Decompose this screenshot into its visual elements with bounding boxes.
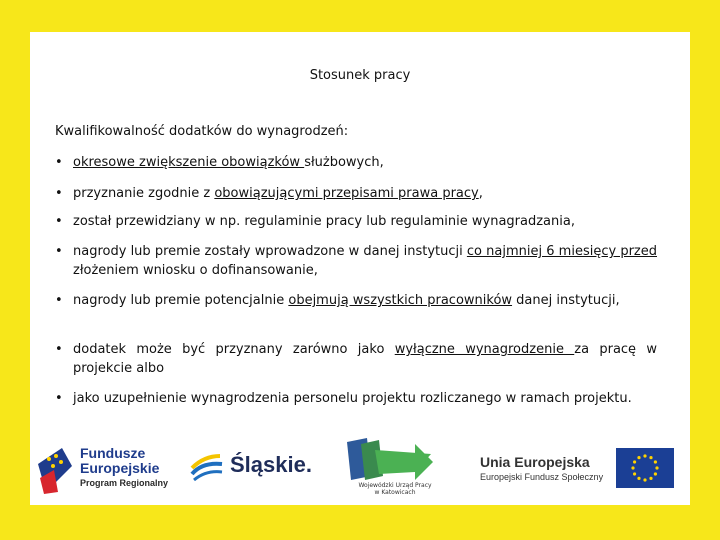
slaskie-text: Śląskie. bbox=[230, 452, 312, 477]
item-text: jako uzupełnienie wynagrodzenia personelu projektu rozliczanego w ramach projektu. bbox=[73, 391, 632, 406]
list-item bbox=[55, 212, 657, 231]
underlined-text: obejmują wszystkich pracowników bbox=[288, 293, 513, 308]
item-text: złożeniem wniosku o dofinansowanie, bbox=[73, 263, 318, 278]
list-item bbox=[55, 389, 657, 408]
unia-europejska-text bbox=[480, 454, 603, 482]
fundusze-europejskie-logo-icon bbox=[38, 444, 74, 494]
item-text: służbowych, bbox=[304, 155, 384, 170]
underlined-text: co najmniej 6 miesięcy przed bbox=[466, 244, 657, 259]
list-item bbox=[55, 184, 657, 203]
list-item bbox=[55, 242, 657, 280]
fe-line1: Fundusze bbox=[80, 445, 146, 461]
wup-logo-icon bbox=[345, 436, 435, 482]
item-text: przyznanie zgodnie z bbox=[73, 186, 215, 201]
slaskie-logo-icon bbox=[190, 452, 224, 482]
fundusze-europejskie-text bbox=[80, 446, 168, 491]
list-item bbox=[55, 340, 657, 378]
item-text: nagrody lub premie potencjalnie bbox=[73, 293, 289, 308]
item-text: za pracę w projekcie albo bbox=[73, 342, 657, 376]
section-heading: Kwalifikowalność dodatków do wynagrodzeń: bbox=[55, 124, 349, 139]
item-text: , bbox=[478, 186, 483, 201]
fe-line2: Europejskie bbox=[80, 460, 160, 476]
ue-line2: Europejski Fundusz Społeczny bbox=[480, 472, 604, 482]
underlined-text: wyłączne wynagrodzenie bbox=[394, 342, 575, 357]
underlined-text: okresowe zwiększenie obowiązków bbox=[73, 155, 305, 170]
logo-bar bbox=[30, 432, 690, 505]
wup-text bbox=[340, 482, 450, 496]
eu-flag-icon bbox=[616, 448, 674, 488]
fe-line3: Program Regionalny bbox=[80, 478, 169, 488]
item-text: danej instytucji, bbox=[512, 293, 620, 308]
wup-line2: w Katowicach bbox=[374, 489, 416, 496]
slide-title: Stosunek pracy bbox=[309, 68, 411, 83]
item-text: nagrody lub premie zostały wprowadzone w danej instytucji bbox=[73, 244, 467, 259]
list-item bbox=[55, 291, 657, 310]
list-item bbox=[55, 153, 657, 172]
underlined-text: obowiązującymi przepisami prawa pracy bbox=[214, 186, 479, 201]
ue-line1: Unia Europejska bbox=[480, 454, 590, 470]
item-text: dodatek może być przyznany zarówno jako bbox=[73, 342, 395, 357]
wup-line1: Wojewódzki Urząd Pracy bbox=[358, 482, 432, 489]
item-text: został przewidziany w np. regulaminie pracy lub regulaminie wynagradzania, bbox=[73, 214, 575, 229]
